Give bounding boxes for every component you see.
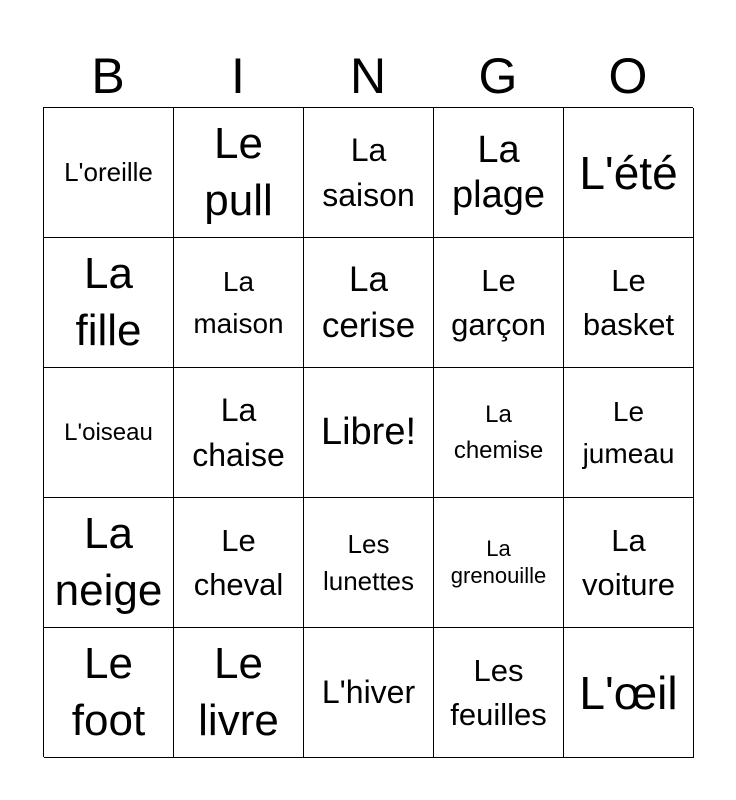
header-letter-o: O [608, 48, 648, 104]
cell-label: La fille [75, 249, 142, 355]
bingo-cell[interactable] [564, 108, 694, 238]
cell-label: La chemise [453, 400, 544, 464]
bingo-cell[interactable] [564, 498, 694, 628]
bingo-cell[interactable] [44, 368, 174, 498]
cell-label: La voiture [581, 523, 676, 602]
header-letter-i: I [231, 48, 245, 104]
bingo-cell[interactable] [434, 628, 564, 758]
cell-label: L'été [579, 146, 678, 199]
cell-label: Le garçon [451, 263, 546, 342]
bingo-cell[interactable] [304, 238, 434, 368]
cell-label: Le livre [198, 639, 279, 745]
header-letter-b: B [91, 48, 125, 104]
cell-label: Le jumeau [582, 395, 675, 469]
cell-label: La grenouille [450, 536, 547, 588]
cell-label: La saison [322, 131, 415, 213]
bingo-cell[interactable] [174, 108, 304, 238]
cell-label: L'œil [579, 666, 678, 719]
bingo-cell[interactable] [174, 498, 304, 628]
cell-label: L'oreille [64, 157, 153, 188]
bingo-cell[interactable] [564, 628, 694, 758]
header-letter-g: G [478, 48, 518, 104]
cell-label: Le basket [582, 263, 675, 342]
cell-label: La maison [193, 265, 284, 339]
cell-label: La chaise [192, 391, 285, 473]
bingo-cell[interactable] [304, 498, 434, 628]
bingo-cell[interactable] [434, 368, 564, 498]
bingo-cell[interactable] [564, 368, 694, 498]
cell-label: La neige [54, 509, 163, 615]
bingo-cell[interactable] [44, 108, 174, 238]
cell-label: Les lunettes [322, 529, 415, 596]
bingo-cell[interactable] [44, 238, 174, 368]
bingo-card-grid [43, 107, 693, 757]
cell-label: L'oiseau [64, 418, 153, 446]
cell-label: Libre! [320, 411, 417, 454]
bingo-cell[interactable] [434, 238, 564, 368]
bingo-cell[interactable] [434, 498, 564, 628]
cell-label: L'hiver [321, 674, 416, 711]
bingo-cell[interactable] [44, 628, 174, 758]
bingo-cell[interactable] [564, 238, 694, 368]
bingo-cell[interactable] [174, 368, 304, 498]
bingo-cell[interactable] [44, 498, 174, 628]
cell-label: Le foot [71, 639, 146, 745]
cell-label: Le cheval [193, 523, 284, 602]
bingo-cell[interactable] [174, 238, 304, 368]
bingo-cell[interactable] [304, 108, 434, 238]
cell-label: La plage [452, 128, 545, 216]
cell-label: Les feuilles [450, 653, 547, 732]
bingo-cell[interactable] [174, 628, 304, 758]
bingo-cell[interactable] [434, 108, 564, 238]
cell-label: Le pull [204, 119, 273, 225]
bingo-header [43, 50, 693, 102]
cell-label: La cerise [321, 260, 416, 345]
header-letter-n: N [349, 48, 387, 104]
bingo-cell[interactable] [304, 628, 434, 758]
free-space-cell[interactable] [304, 368, 434, 498]
